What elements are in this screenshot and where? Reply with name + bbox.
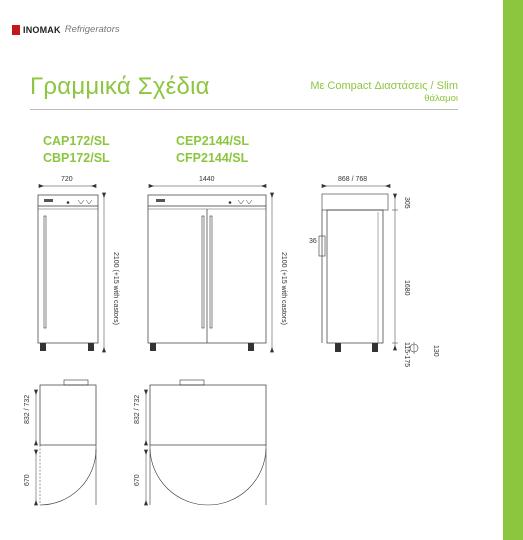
dim-single-door-swing: 670 [24, 474, 31, 486]
page-subtitle-line2: θάλαμοι [424, 93, 458, 104]
page-title: Γραμμικά Σχέδια [30, 73, 210, 100]
cabinet-side-view [319, 185, 418, 355]
model-single-1: CAP172/SL [43, 134, 110, 148]
dim-top: 305 [403, 197, 410, 209]
dim-depth: 868 / 768 [338, 176, 368, 183]
brand-tagline: Refrigerators [64, 24, 120, 35]
dim-double-door-swing: 670 [134, 474, 141, 486]
model-single-2: CBP172/SL [43, 151, 110, 165]
single-cabinet-front [38, 185, 106, 353]
double-plan-view [145, 380, 267, 505]
dim-single-width: 720 [61, 176, 73, 183]
model-double-1: CEP2144/SL [176, 134, 249, 148]
dim-double-height: 2100 (+15 with castors) [280, 252, 287, 325]
brand-name: INOMAK [23, 24, 61, 35]
double-cabinet-front [148, 185, 274, 353]
dim-double-plan-depth: 832 / 732 [134, 394, 141, 424]
single-plan-view [35, 380, 97, 505]
dim-double-width: 1440 [199, 176, 215, 183]
dim-single-plan-depth: 832 / 732 [24, 394, 31, 424]
dim-single-height: 2100 (+15 with castors) [112, 252, 119, 325]
model-double-2: CFP2144/SL [176, 151, 249, 165]
dim-handle: 36 [309, 238, 317, 245]
page-subtitle: Με Compact Διαστάσεις / Slim [310, 80, 458, 92]
dim-body: 1680 [403, 280, 410, 296]
dim-castor: 130 [432, 345, 439, 357]
dim-legs: 115-175 [403, 342, 410, 368]
